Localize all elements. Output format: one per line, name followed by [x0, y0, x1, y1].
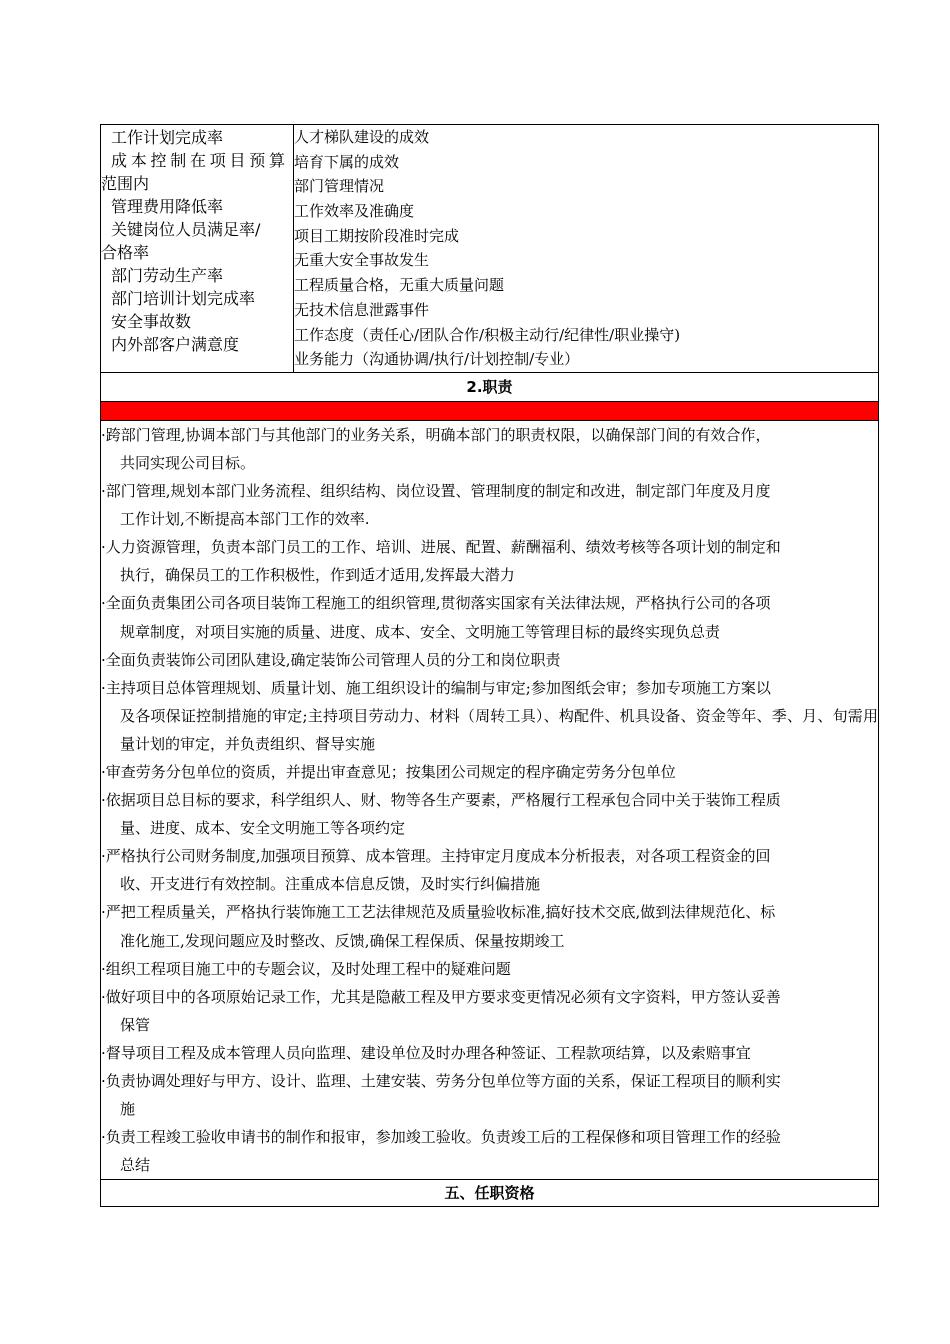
duties-list: [101, 420, 879, 1180]
kpi-left-item: 内外部客户满意度: [111, 335, 240, 354]
duty-item: [101, 421, 878, 477]
duty-item: [101, 1067, 878, 1123]
kpi-left-item: 合格率: [101, 243, 150, 262]
kpi-right-item: 工程质量合格，无重大质量问题: [294, 276, 505, 295]
duty-text-continued: 收、开支进行有效控制。注重成本信息反馈，及时实行纠偏措施: [120, 875, 541, 894]
duty-text: ·跨部门管理,协调本部门与其他部门的业务关系，明确本部门的职责权限，以确保部门间的有效合作，: [101, 425, 771, 444]
kpi-left-item: 关键岗位人员满足率/: [111, 220, 261, 239]
duty-text-continued: 总结: [120, 1156, 151, 1175]
duties-header-row: [101, 372, 879, 401]
duty-item: [101, 786, 878, 842]
qualification-header-row: [101, 1180, 879, 1207]
duties-row: [101, 420, 879, 1180]
duty-item: [101, 589, 878, 645]
duty-text: ·督导项目工程及成本管理人员向监理、建设单位及时办理各种签证、工程款项结算，以及索赔事宜: [101, 1043, 751, 1062]
duty-text: ·组织工程项目施工中的专题会议，及时处理工程中的疑难问题: [101, 959, 511, 978]
duty-text-continued: 共同实现公司目标。: [120, 453, 256, 472]
highlight-bar-row: [101, 401, 879, 420]
kpi-right-item: 人才梯队建设的成效: [294, 128, 430, 146]
kpi-left-item: 安全事故数: [111, 312, 192, 331]
duty-text: ·部门管理,规划本部门业务流程、组织结构、岗位设置、管理制度的制定和改进，制定部门年度及月度: [101, 482, 771, 501]
duty-item: [101, 674, 878, 758]
kpi-left-item: 范围内: [101, 174, 150, 193]
kpi-left-item: 部门劳动生产率: [111, 266, 224, 285]
kpi-right-item: 工作效率及准确度: [294, 202, 415, 221]
kpi-right-item: 培育下属的成效: [294, 152, 400, 171]
kpi-right-column: [294, 125, 879, 373]
duty-item: [101, 898, 878, 954]
duty-item: [101, 533, 878, 589]
duty-text-continued: 执行，确保员工的工作积极性，作到适才适用,发挥最大潜力: [120, 566, 515, 585]
kpi-left-item: 工作计划完成率: [111, 128, 224, 147]
kpi-left-item: 部门培训计划完成率: [111, 289, 256, 308]
duty-text: ·负责工程竣工验收申请书的制作和报审，参加竣工验收。负责竣工后的工程保修和项目管理工作的经验: [101, 1128, 781, 1147]
duty-text: ·主持项目总体管理规划、质量计划、施工组织设计的编制与审定;参加图纸会审；参加专项施工方案以: [101, 678, 771, 697]
duty-item: [101, 758, 878, 786]
duty-item: [101, 1123, 878, 1179]
duty-text: ·负责协调处理好与甲方、设计、监理、土建安装、劳务分包单位等方面的关系，保证工程项目的顺利实: [101, 1072, 781, 1091]
duty-item: [101, 983, 878, 1039]
kpi-right-item: 业务能力（沟通协调/执行/计划控制/专业）: [294, 350, 580, 369]
duty-text-continued: 施: [120, 1100, 136, 1119]
duty-text-continued: 保管: [120, 1015, 151, 1034]
kpi-right-item: 项目工期按阶段准时完成: [294, 226, 460, 245]
kpi-right-item: 部门管理情况: [294, 177, 385, 196]
kpi-right-item: 无技术信息泄露事件: [294, 300, 430, 319]
kpi-row: [101, 125, 879, 373]
duty-text: ·审查劳务分包单位的资质，并提出审查意见；按集团公司规定的程序确定劳务分包单位: [101, 763, 676, 781]
duty-item: [101, 1039, 878, 1067]
duty-text: ·严把工程质量关，严格执行装饰施工工艺法律规范及质量验收标准,搞好技术交底,做到法律规范化、标: [101, 903, 776, 922]
duty-text: ·依据项目总目标的要求，科学组织人、财、物等各生产要素，严格履行工程承包合同中关于装饰工程质: [101, 791, 781, 810]
duty-text-continued: 工作计划,不断提高本部门工作的效率.: [120, 510, 370, 529]
duty-item: [101, 842, 878, 898]
duty-text: ·全面负责装饰公司团队建设,确定装饰公司管理人员的分工和岗位职责: [101, 650, 561, 669]
kpi-right-item: 工作态度（责任心/团队合作/积极主动行/纪律性/职业操守): [294, 325, 681, 344]
section-title-duties: 2.职责: [101, 372, 879, 401]
duty-text-continued: 准化施工,发现问题应及时整改、反馈,确保工程保质、保量按期竣工: [120, 931, 565, 950]
kpi-left-item: 管理费用降低率: [111, 197, 224, 216]
duty-text: ·全面负责集团公司各项目装饰工程施工的组织管理,贯彻落实国家有关法律法规，严格执行公司的各项: [101, 594, 771, 613]
duty-item: [101, 955, 878, 983]
duty-item: [101, 646, 878, 674]
job-description-table: [100, 124, 879, 1207]
duty-text-continued: 及各项保证控制措施的审定;主持项目劳动力、材料（周转工具）、构配件、机具设备、资金等年、季、月、旬需用量计划的审定，并负责组织、督导实施: [120, 706, 878, 753]
duty-text: ·人力资源管理，负责本部门员工的工作、培训、进展、配置、薪酬福利、绩效考核等各项计划的制定和: [101, 538, 781, 557]
duty-text: ·严格执行公司财务制度,加强项目预算、成本管理。主持审定月度成本分析报表，对各项工程资金的回: [101, 847, 771, 866]
duty-text-continued: 量、进度、成本、安全文明施工等各项约定: [120, 819, 406, 838]
kpi-left-column: [101, 125, 294, 373]
duty-text: ·做好项目中的各项原始记录工作，尤其是隐蔽工程及甲方要求变更情况必须有文字资料，甲方签认妥善: [101, 987, 781, 1006]
section-title-qualification: 五、任职资格: [101, 1180, 879, 1207]
kpi-right-item: 无重大安全事故发生: [294, 251, 430, 270]
duty-item: [101, 477, 878, 533]
highlight-bar: [101, 401, 879, 420]
kpi-left-item: 成本控制在项目预算: [111, 151, 285, 170]
duty-text-continued: 规章制度，对项目实施的质量、进度、成本、安全、文明施工等管理目标的最终实现负总责: [120, 622, 721, 641]
